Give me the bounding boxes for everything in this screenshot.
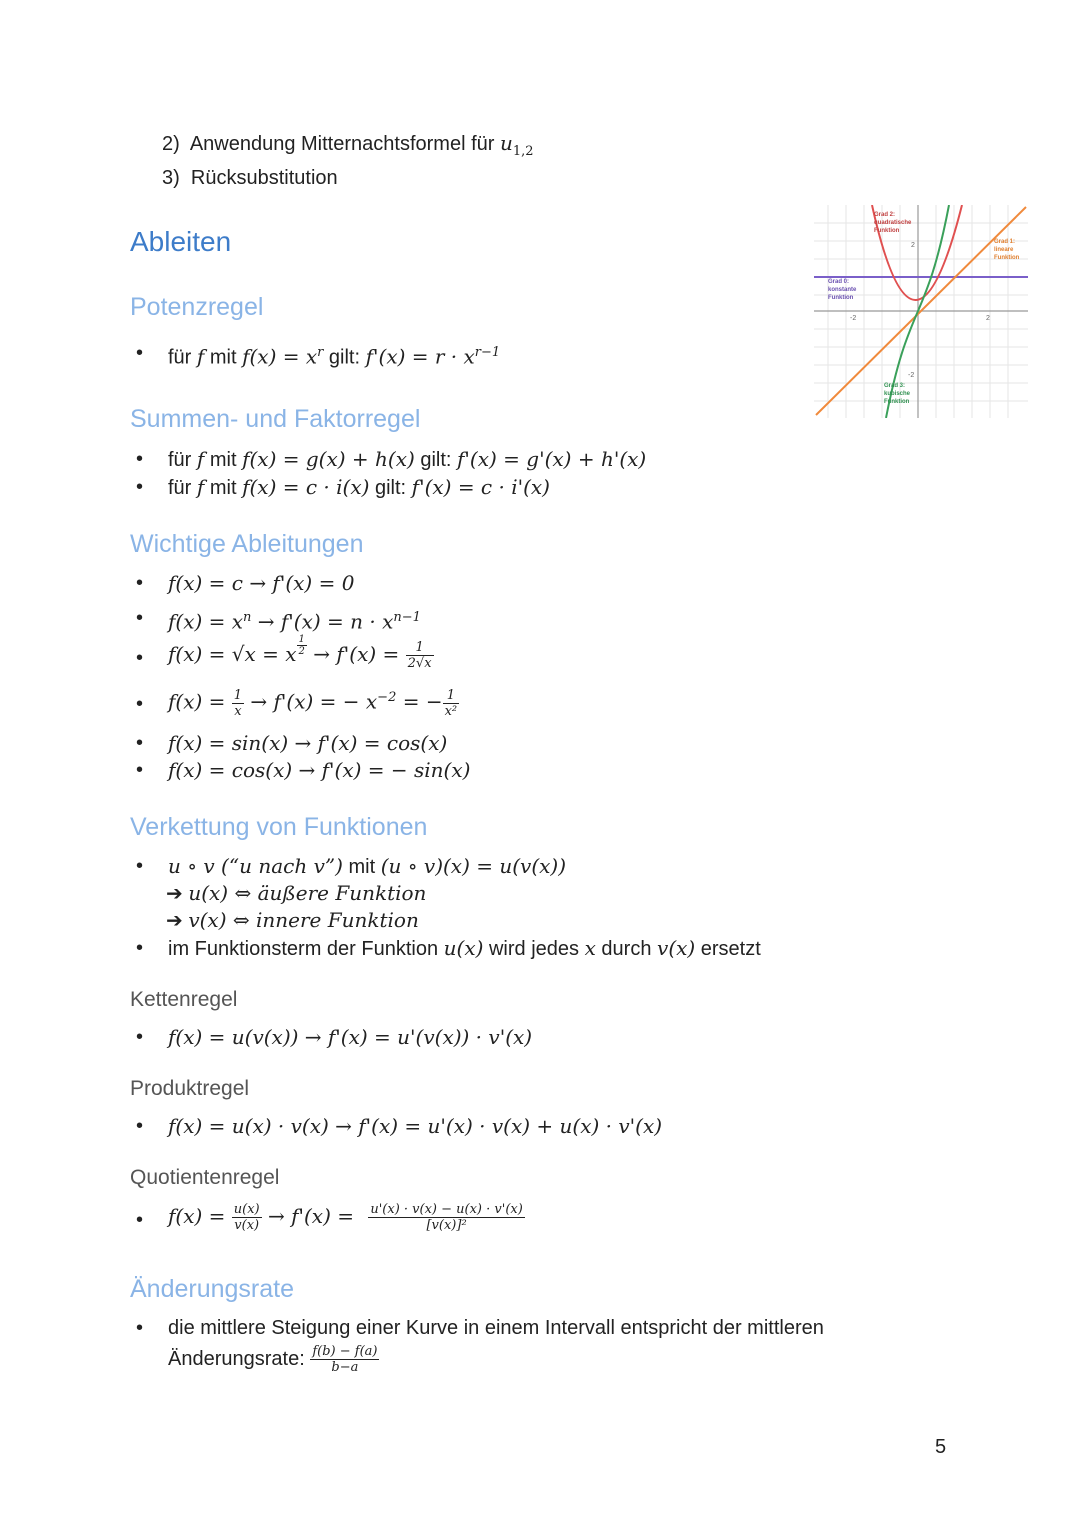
heading-summenregel: Summen- und Faktorregel	[130, 405, 421, 433]
bullet: •	[136, 732, 144, 754]
heading-potenzregel: Potenzregel	[130, 293, 264, 321]
bullet: •	[136, 647, 144, 669]
derivative-power: $f(x) = x^n \to f'(x) = n \cdot x^{n-1}$	[168, 609, 421, 634]
bullet: •	[136, 937, 144, 959]
potenzregel-formula: für f mit $f(x) = x^r$ gilt: $f'(x) = r \cdot x^{r-1}$	[168, 344, 501, 369]
quotientenregel-formula: f(x) = $\frac{u(x)}{v(x)}$ → f'(x) = $\frac{u'(x) \cdot v(x) - u(x) \cdot v'(x)}{\text{[v(x)]²}}$	[168, 1202, 523, 1233]
bullet: •	[136, 693, 144, 715]
tick-x-neg: -2	[850, 315, 857, 322]
aenderungsrate-formula: Änderungsrate: $\frac{f(b) - f(a)}{b-a}$	[168, 1344, 378, 1375]
verkettung-explanation: im Funktionsterm der Funktion u(x) wird jedes x durch v(x) ersetzt	[168, 936, 761, 960]
bullet: •	[136, 855, 144, 877]
label-grad1: Grad 1:	[994, 239, 1016, 245]
label-grad1-type: lineare	[994, 247, 1014, 253]
bullet: •	[136, 448, 144, 470]
heading-produktregel: Produktregel	[130, 1077, 250, 1100]
label-grad3-type: kubische	[884, 391, 911, 397]
label-grad2: Grad 2:	[874, 212, 896, 218]
heading-quotientenregel: Quotientenregel	[130, 1166, 280, 1189]
heading-verkettung: Verkettung von Funktionen	[130, 813, 428, 841]
step-3: 3) Rücksubstitution	[162, 167, 338, 189]
aenderungsrate-text: die mittlere Steigung einer Kurve in einem Intervall entspricht der mittleren	[168, 1317, 824, 1339]
tick-x-pos: 2	[986, 315, 990, 322]
tick-y-neg: -2	[908, 372, 915, 379]
bullet: •	[136, 476, 144, 498]
heading-kettenregel: Kettenregel	[130, 988, 238, 1011]
summenregel-formula: für f mit f(x) = g(x) + h(x) gilt: f'(x) = g'(x) + h'(x)	[168, 447, 647, 471]
bullet: •	[136, 342, 144, 364]
label-grad0-type: konstante	[828, 287, 857, 293]
label-grad3: Grad 3:	[884, 383, 906, 389]
label-grad3-function: Funktion	[884, 399, 910, 405]
verkettung-inner: ➔ v(x) ⇔ innere Funktion	[166, 908, 419, 932]
bullet: •	[136, 1115, 144, 1137]
label-grad0: Grad 0:	[828, 279, 850, 285]
bullet: •	[136, 572, 144, 594]
label-grad0-function: Funktion	[828, 295, 854, 301]
bullet: •	[136, 1209, 144, 1231]
verkettung-definition: u ∘ v (“u nach v”) mit (u ∘ v)(x) = u(v(x))	[168, 854, 567, 878]
label-grad2-type: quadratische	[874, 220, 912, 226]
polynomial-graph	[814, 205, 1028, 418]
heading-aenderungsrate: Änderungsrate	[130, 1275, 295, 1303]
label-grad2-function: Funktion	[874, 228, 900, 234]
heading-wichtige-ableitungen: Wichtige Ableitungen	[130, 530, 364, 558]
bullet: •	[136, 607, 144, 629]
bullet: •	[136, 759, 144, 781]
step-2: 2) Anwendung Mitternachtsformel für $u_{1,2}$	[162, 131, 534, 159]
label-grad1-function: Funktion	[994, 255, 1020, 261]
tick-y-pos: 2	[911, 242, 915, 249]
derivative-sin: f(x) = sin(x) → f'(x) = cos(x)	[168, 731, 448, 755]
derivative-cos: f(x) = cos(x) → f'(x) = − sin(x)	[168, 758, 471, 782]
faktorregel-formula: für f mit f(x) = c · i(x) gilt: f'(x) = c · i'(x)	[168, 475, 550, 499]
page-number: 5	[935, 1436, 947, 1458]
section-title-ableiten: Ableiten	[130, 226, 232, 257]
bullet: •	[136, 1026, 144, 1048]
derivative-sqrt: f(x) = √x = x $\frac{1}{2}$ → f'(x) = $\frac{1}{2√x}$	[168, 634, 432, 671]
verkettung-outer: ➔ u(x) ⇔ äußere Funktion	[166, 881, 427, 905]
derivative-reciprocal: f(x) = $\frac{1}{x}$ → f'(x) = − $x^{-2}$ = − $\frac{1}{\text{x²}}$	[168, 687, 458, 719]
derivative-constant: f(x) = c → f'(x) = 0	[168, 571, 355, 595]
produktregel-formula: f(x) = u(x) · v(x) → f'(x) = u'(x) · v(x) + u(x) · v'(x)	[168, 1114, 663, 1138]
bullet: •	[136, 1317, 144, 1339]
kettenregel-formula: f(x) = u(v(x)) → f'(x) = u'(v(x)) · v'(x)	[168, 1025, 533, 1049]
